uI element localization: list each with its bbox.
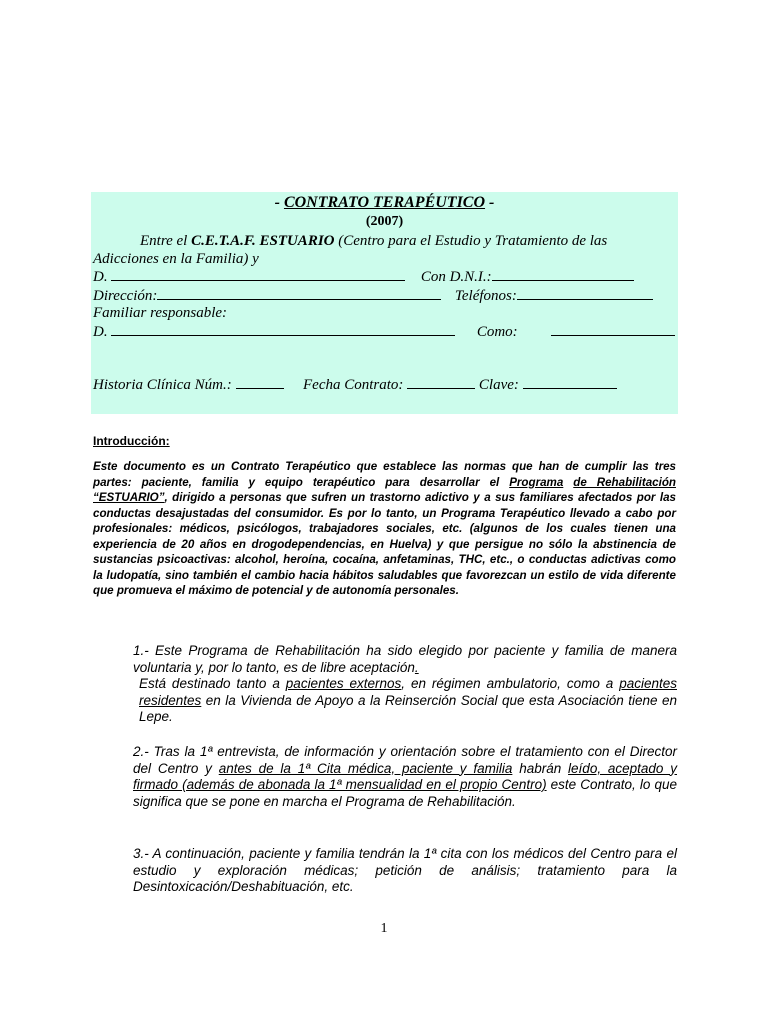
title-text: CONTRATO TERAPÉUTICO: [283, 194, 486, 211]
clause-1-c: , en régimen ambulatorio, como a: [401, 676, 620, 691]
como-field[interactable]: [551, 323, 675, 336]
intro-space: [563, 476, 573, 489]
entre-suffix: (Centro para el Estudio y Tratamiento de las Adicciones en la Familia) y: [93, 233, 608, 267]
intro-text-a: Este documento es un Contrato Terapéutico que establece las normas que han de cumplir las tres partes: paciente, familia y equipo terapéutico para desarrollar el: [93, 460, 676, 489]
clause-2-c: este Contrato, lo que significa que se pone en marcha el Programa de Rehabilitación.: [133, 777, 677, 809]
clause-2-antes: antes de la 1ª Cita médica, paciente y familia: [218, 760, 513, 776]
clave-field[interactable]: [523, 376, 617, 389]
clause-1-b: Está destinado tanto a: [139, 676, 286, 691]
clause-1-dot: .: [414, 659, 419, 675]
clause-1-pacientes: pacientes: [619, 676, 677, 691]
clause-3-text: 3.- A continuación, paciente y familia tendrán la 1ª cita con los médicos del Centro para el estudio y exploración médicas; petición de análisis; tratamiento para la Desintoxicación/Deshabituación, etc.: [133, 846, 677, 894]
familiar-row: [93, 305, 674, 322]
como-label: Como:: [476, 324, 518, 340]
clause-1-externos: pacientes externos: [285, 676, 402, 691]
intro-paragraph: [93, 459, 676, 599]
intro-programa: Programa: [509, 475, 564, 489]
parties-statement: [93, 232, 674, 268]
patient-name-row: [93, 268, 674, 286]
clause-1: [93, 643, 677, 726]
intro-text-b: , dirigido a personas que sufren un trastorno adictivo y a sus familiares afectados por las conductas desajustadas del consumidor. Es por lo tanto, un Programa Terapéutico llevado a cabo por profesionales: médicos, psicólogos, trabajadores sociales, etc. (algunos de los cuales tienen una experiencia de 20 años en drogodependencias, en Huelva) y que persigue no sólo la abstinencia de sustancias psicoactivas: alcohol, heroína, cocaína, anfetaminas, THC, etc., o conductas adictivas como la ludopatía, sino también el cambio hacia hábitos saludables que favorezcan un estilo de vida diferente que promueva el máximo de potencial y de autonomía personales.: [93, 491, 676, 597]
contract-header-box: [91, 192, 678, 414]
familiar-d-label: D.: [93, 324, 108, 340]
familiar-name-field[interactable]: [111, 323, 455, 336]
clause-1-d: en la Vivienda de Apoyo a la Reinserción Social que esta Asociación tiene en Lepe.: [139, 692, 677, 724]
direccion-field[interactable]: [157, 287, 441, 300]
clause-1-residentes: residentes: [139, 692, 202, 708]
address-row: [93, 287, 674, 305]
telefonos-label: Teléfonos:: [454, 288, 517, 304]
clause-2: [93, 744, 677, 810]
clause-2-a: 2.- Tras la 1ª entrevista, de información y orientación sobre el tratamiento con el Director del Centro y: [133, 744, 677, 776]
page-number: 1: [380, 921, 388, 936]
clinical-row: [93, 376, 674, 394]
familiar-label: Familiar responsable:: [93, 305, 228, 321]
title-dash-right: -: [485, 194, 495, 211]
patient-name-field[interactable]: [111, 268, 405, 281]
historia-field[interactable]: [236, 376, 284, 389]
telefonos-field[interactable]: [517, 287, 653, 300]
intro-heading: Introducción:: [93, 434, 170, 448]
fecha-label: Fecha Contrato:: [303, 377, 404, 393]
historia-label: Historia Clínica Núm.:: [93, 377, 232, 393]
dni-field[interactable]: [492, 268, 634, 281]
clause-3: [93, 846, 677, 896]
clave-label: Clave:: [478, 377, 519, 393]
intro-rehab-name: de Rehabilitación “ESTUARIO”: [93, 475, 676, 504]
familiar-name-row: [93, 323, 674, 341]
clause-2-b: habrán: [512, 760, 569, 776]
contract-year: (2007): [365, 214, 404, 229]
dni-label: Con D.N.I.:: [420, 269, 492, 285]
direccion-label: Dirección:: [93, 288, 158, 304]
organization-name: C.E.T.A.F. ESTUARIO: [191, 233, 335, 249]
clause-1-text: 1.- Este Programa de Rehabilitación ha sido elegido por paciente y familia de manera voluntaria y, por lo tanto, es de libre aceptación: [133, 643, 677, 675]
clause-2-firmado: leído, aceptado y firmado (además de abonada la 1ª mensualidad en el propio Centro): [133, 760, 677, 792]
fecha-field[interactable]: [407, 376, 475, 389]
entre-prefix: Entre el: [140, 233, 192, 249]
title-dash-left: -: [274, 194, 284, 211]
patient-d-label: D.: [93, 269, 108, 285]
contract-title: [91, 194, 678, 212]
